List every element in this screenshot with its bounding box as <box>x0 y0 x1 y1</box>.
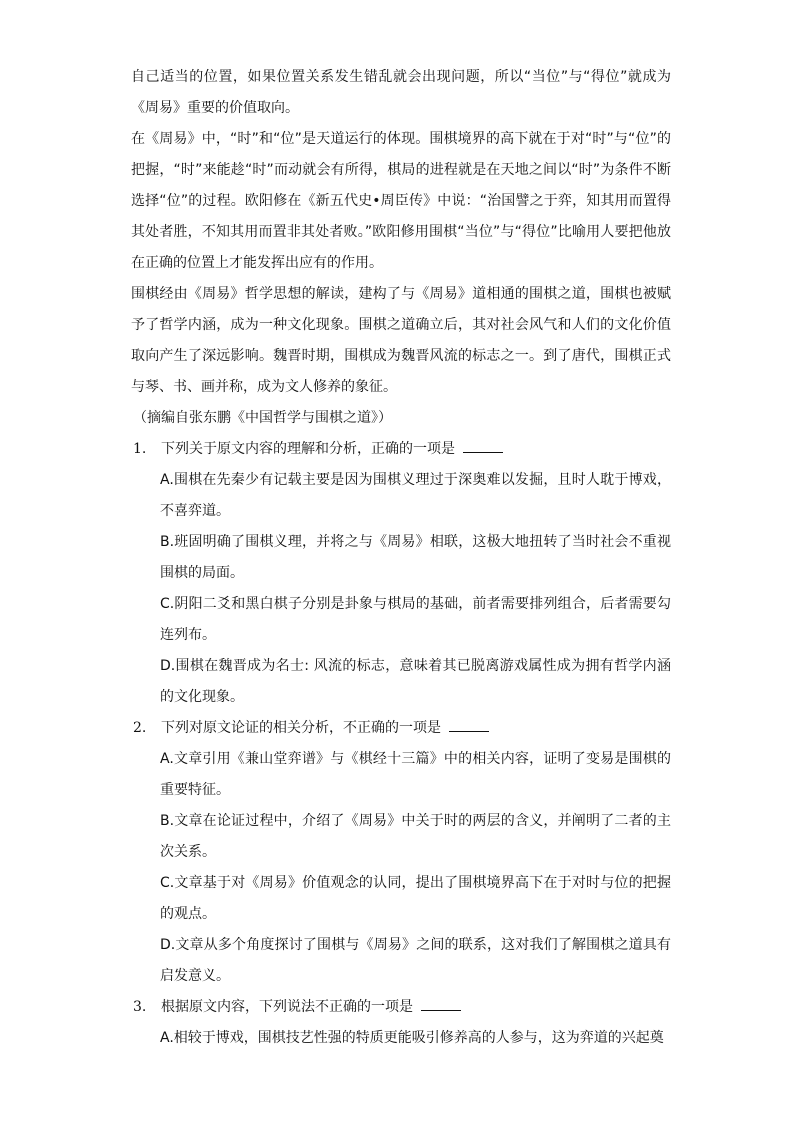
question-2 <box>131 713 671 744</box>
option-c: C.文章基于对《周易》价值观念的认同，提出了围棋境界高下在于对时与位的把握的观点。 <box>160 875 671 922</box>
document-content <box>131 62 671 1054</box>
question-1 <box>131 434 671 465</box>
question-stem: 下列对原文论证的相关分析，不正确的一项是 <box>161 720 441 736</box>
question-3 <box>131 992 671 1023</box>
passage-paragraph-1: 自己适当的位置，如果位置关系发生错乱就会出现问题，所以“当位”与“得位”就成为《周易》重要的价值取向。 <box>131 69 671 116</box>
answer-blank[interactable] <box>449 717 489 732</box>
question-stem: 根据原文内容，下列说法不正确的一项是 <box>161 999 413 1015</box>
answer-blank[interactable] <box>463 438 503 453</box>
passage-paragraph-2: 在《周易》中，“时”和“位”是天道运行的体现。围棋境界的高下就在于对“时”与“位”的把握，“时”来能趁“时”而动就会有所得，棋局的进程就是在天地之间以“时”为条件不断选择“位”的过程。欧阳修在《新五代史•周臣传》中说：“治国譬之于弈，知其用而置得其处者胜，不知其用而置非其处者败。”欧阳修用围棋“当位”与“得位”比喻用人要把他放在正确的位置上才能发挥出应有的作用。 <box>131 131 671 271</box>
option-b: B.文章在论证过程中，介绍了《周易》中关于时的两层的含义，并阐明了二者的主次关系。 <box>160 813 671 860</box>
option-d: D.围棋在魏晋成为名士: 风流的标志，意味着其已脱离游戏属性成为拥有哲学内涵的文化现象。 <box>160 658 671 705</box>
option-c: C.阴阳二爻和黑白棋子分别是卦象与棋局的基础，前者需要排列组合，后者需要勾连列布。 <box>160 596 671 643</box>
question-number: 1. <box>133 441 147 457</box>
answer-blank[interactable] <box>421 996 461 1011</box>
option-a: A.围棋在先秦少有记载主要是因为围棋义理过于深奥难以发掘，且时人耽于博戏，不喜弈道。 <box>160 472 671 519</box>
question-number: 3. <box>133 999 147 1015</box>
passage-source: （摘编自张东鹏《中国哲学与围棋之道》） <box>133 410 392 426</box>
option-b: B.班固明确了围棋义理，并将之与《周易》相联，这极大地扭转了当时社会不重视围棋的局面。 <box>160 534 671 581</box>
option-a: A.文章引用《兼山堂弈谱》与《棋经十三篇》中的相关内容，证明了变易是围棋的重要特征。 <box>160 751 671 798</box>
option-d: D.文章从多个角度探讨了围棋与《周易》之间的联系，这对我们了解围棋之道具有启发意义。 <box>160 937 671 984</box>
question-number: 2. <box>133 720 147 736</box>
option-a: A.相较于博戏，围棋技艺性强的特质更能吸引修养高的人参与，这为弈道的兴起奠 <box>160 1030 664 1046</box>
question-stem: 下列关于原文内容的理解和分析，正确的一项是 <box>161 441 455 457</box>
passage-paragraph-3: 围棋经由《周易》哲学思想的解读，建构了与《周易》道相通的围棋之道，围棋也被赋予了哲学内涵，成为一种文化现象。围棋之道确立后，其对社会风气和人们的文化价值取向产生了深远影响。魏晋时期，围棋成为魏晋风流的标志之一。到了唐代，围棋正式与琴、书、画并称，成为文人修养的象征。 <box>131 286 671 395</box>
